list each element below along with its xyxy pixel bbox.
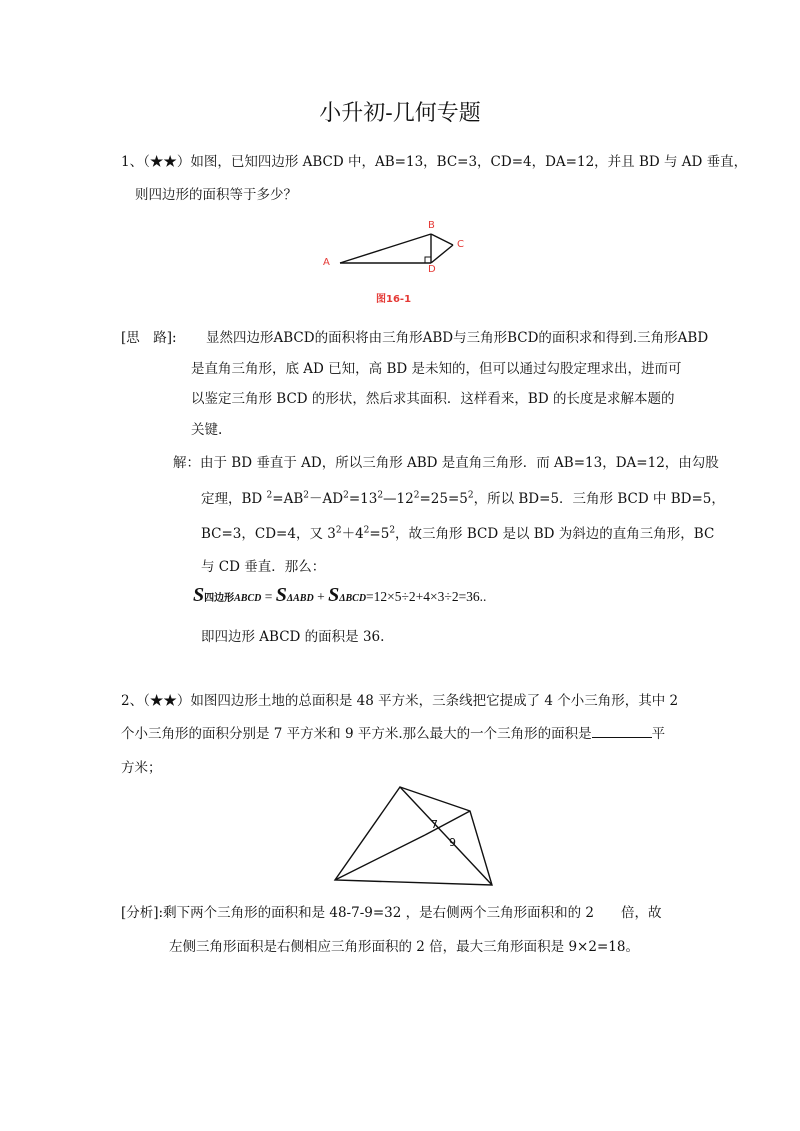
page-title: 小升初-几何专题 bbox=[319, 101, 481, 126]
idea-line-2: 是直角三角形，底 AD 已知，高 BD 是未知的，但可以通过勾股定理求出，进而可 bbox=[191, 361, 682, 377]
analysis-line-2: 左侧三角形面积是右侧相应三角形面积的 2 倍，最大三角形面积是 9×2=18。 bbox=[169, 939, 639, 955]
q1-answer: 即四边形 ABCD 的面积是 36. bbox=[201, 629, 385, 645]
answer-blank bbox=[592, 725, 652, 738]
solution-line-3: BC=3，CD=4，又 $3^2+4^2=5^2$，故三角形 BCD 是以 BD 为斜边的直角三角形，BC bbox=[201, 525, 715, 542]
idea-label: [思 路]: bbox=[121, 330, 177, 346]
area-label-7: 7 bbox=[431, 818, 438, 831]
idea-line-4: 关键. bbox=[191, 422, 223, 438]
solution-line-4: 与 CD 垂直．那么： bbox=[201, 559, 326, 575]
q2-line-3: 方米； bbox=[121, 760, 162, 776]
q2-line-1: 2、（★★）如图四边形土地的总面积是 48 平方米，三条线把它提成了 4 个小三角形，其中 2 bbox=[121, 693, 679, 709]
idea-line-1: 显然四边形ABCD的面积将由三角形ABD与三角形BCD的面积求和得到.三角形ABD bbox=[206, 330, 709, 346]
label-a: A bbox=[323, 257, 330, 268]
solution-line-1: 解：由于 BD 垂直于 AD，所以三角形 ABD 是直角三角形．而 AB=13，DA=12，由勾股 bbox=[173, 455, 719, 471]
segment-ab bbox=[340, 234, 431, 263]
q1-line-1: 1、（★★）如图，已知四边形 ABCD 中，AB=13，BC=3，CD=4，DA=12，并且 BD 与 AD 垂直， bbox=[121, 154, 748, 170]
q2-line-2: 个小三角形的面积分别是 7 平方米和 9 平方米.那么最大的一个三角形的面积是 平 bbox=[121, 726, 666, 742]
analysis-line-1: [分析]:剩下两个三角形的面积和是 48-7-9=32 ，是右侧两个三角形面积和的 2 倍，故 bbox=[121, 905, 662, 921]
diagonal-1 bbox=[400, 787, 492, 885]
quadrilateral-figure bbox=[330, 785, 500, 890]
q1-line-2: 则四边形的面积等于多少？ bbox=[135, 187, 297, 203]
right-angle-mark bbox=[425, 257, 431, 263]
segment-cd bbox=[431, 245, 453, 263]
idea-line-3: 以鉴定三角形 BCD 的形状，然后求其面积．这样看来，BD 的长度是求解本题的 bbox=[191, 391, 675, 407]
label-d: D bbox=[428, 264, 436, 275]
solution-line-2: 定理，BD $^2=AB^2-AD^2=13^2—12^2=25=5^2$，所以 BD=5．三角形 BCD 中 BD=5， bbox=[201, 490, 725, 507]
area-formula: S四边形ABCD = SΔABD + SΔBCD=12×5÷2+4×3÷2=36.. bbox=[193, 584, 487, 606]
segment-bc bbox=[431, 234, 453, 245]
label-c: C bbox=[457, 239, 464, 250]
label-b: B bbox=[428, 220, 435, 231]
figure-caption: 图16-1 bbox=[376, 294, 412, 305]
segment-to-left bbox=[335, 835, 425, 880]
area-label-9: 9 bbox=[449, 836, 456, 849]
